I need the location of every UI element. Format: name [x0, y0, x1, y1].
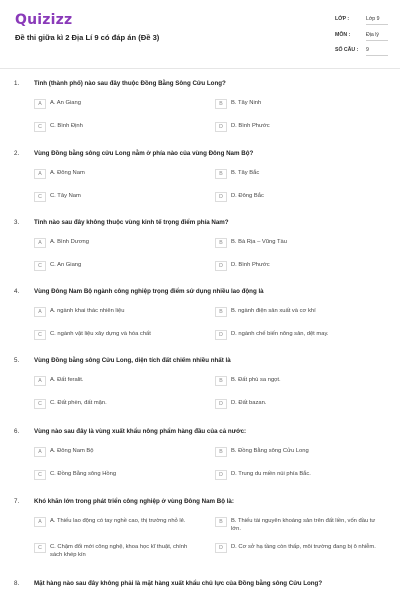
option-letter-box: B — [215, 517, 227, 527]
option-a[interactable] — [34, 238, 200, 248]
option-letter-box: D — [215, 192, 227, 202]
option-c[interactable] — [34, 330, 200, 340]
option-letter-box: D — [215, 543, 227, 553]
question-number: 7. — [14, 498, 20, 505]
option-text: A. Đông Nam — [50, 170, 85, 176]
question-count-label: SỐ CÂU : — [335, 47, 359, 53]
option-text: C. ngành vật liệu xây dựng và hóa chất — [50, 331, 151, 337]
option-b[interactable] — [215, 447, 381, 457]
option-letter-box: B — [215, 376, 227, 386]
question-text: Tỉnh (thành phố) nào sau đây thuộc Đồng Bằng Sông Cửu Long? — [34, 80, 226, 87]
question-text: Vùng Đông Nam Bộ ngành công nghiệp trọng điểm sử dụng nhiều lao động là — [34, 288, 264, 295]
worksheet-title: Đề thi giữa kì 2 Địa Lí 9 có đáp án (Đề 3) — [15, 33, 160, 42]
question-text: Mặt hàng nào sau đây không phải là mặt hàng xuất khẩu chủ lực của Đồng bằng sông Cửu Long? — [34, 580, 323, 587]
option-letter-box: A — [34, 99, 46, 109]
option-text: C. Đất phèn, đất mặn. — [50, 400, 107, 406]
question-text: Tỉnh nào sau đây không thuộc vùng kinh tế trọng điểm phía Nam? — [34, 219, 229, 226]
option-text: D. Cơ sở hạ tầng còn thấp, môi trường đang bị ô nhiễm. — [231, 544, 376, 550]
option-letter-box: A — [34, 238, 46, 248]
option-c[interactable] — [34, 122, 200, 132]
option-text: D. Bình Phước — [231, 123, 270, 129]
option-letter-box: C — [34, 330, 46, 340]
option-text: C. Đồng Bằng sông Hồng — [50, 471, 117, 477]
question-number: 5. — [14, 357, 20, 364]
question-number: 1. — [14, 80, 20, 87]
option-b[interactable] — [215, 169, 381, 179]
option-d[interactable] — [215, 399, 381, 409]
option-letter-box: C — [34, 192, 46, 202]
option-letter-box: A — [34, 376, 46, 386]
option-text: B. Thiếu tài nguyên khoáng sản trên đất liền, vốn đầu tư lớn. — [231, 518, 376, 532]
option-a[interactable] — [34, 307, 200, 317]
option-b[interactable] — [215, 376, 381, 386]
option-text: C. Bình Định — [50, 123, 83, 129]
option-text: B. Đồng Bằng sông Cửu Long — [231, 448, 309, 454]
question-text: Vùng Đồng bằng sông cửu Long nằm ở phía nào của vùng Đông Nam Bộ? — [34, 150, 254, 157]
worksheet-header — [0, 0, 400, 64]
option-a[interactable] — [34, 99, 200, 109]
option-letter-box: B — [215, 238, 227, 248]
header-divider — [0, 68, 400, 69]
question-text: Khó khăn lớn trong phát triển công nghiệp ở vùng Đông Nam Bộ là: — [34, 498, 234, 505]
subject-label: MÔN : — [335, 32, 351, 38]
quizizz-logo: Quizizz — [15, 12, 73, 28]
option-letter-box: C — [34, 261, 46, 271]
class-label: LỚP : — [335, 16, 350, 22]
option-letter-box: D — [215, 399, 227, 409]
question-number: 3. — [14, 219, 20, 226]
option-letter-box: B — [215, 169, 227, 179]
option-c[interactable] — [34, 261, 200, 271]
option-text: D. Đất bazan. — [231, 400, 267, 406]
option-text: A. Đông Nam Bộ — [50, 448, 94, 454]
option-b[interactable] — [215, 307, 381, 317]
option-c[interactable] — [34, 192, 200, 202]
option-text: C. Tây Nam — [50, 193, 81, 199]
option-d[interactable] — [215, 261, 381, 271]
option-letter-box: B — [215, 99, 227, 109]
option-d[interactable] — [215, 122, 381, 132]
option-letter-box: A — [34, 517, 46, 527]
question-count-value: 9 — [366, 47, 388, 56]
option-text: B. Đất phù sa ngọt. — [231, 377, 281, 383]
option-d[interactable] — [215, 192, 381, 202]
option-text: A. ngành khai thác nhiên liệu — [50, 308, 125, 314]
option-letter-box: B — [215, 447, 227, 457]
option-text: D. Đông Bắc — [231, 193, 264, 199]
question-number: 8. — [14, 580, 20, 587]
option-letter-box: C — [34, 543, 46, 553]
option-a[interactable] — [34, 169, 200, 179]
option-letter-box: A — [34, 307, 46, 317]
class-value: Lớp 9 — [366, 16, 388, 25]
option-b[interactable] — [215, 99, 381, 109]
option-text: A. An Giang — [50, 100, 81, 106]
option-text: D. ngành chế biến nông sản, dệt may. — [231, 331, 329, 337]
option-letter-box: D — [215, 122, 227, 132]
option-b[interactable] — [215, 238, 381, 248]
option-text: B. ngành điện sản xuất và cơ khí — [231, 308, 316, 314]
option-letter-box: C — [34, 122, 46, 132]
option-d[interactable] — [215, 470, 381, 480]
option-letter-box: C — [34, 399, 46, 409]
subject-value: Địa lý — [366, 32, 388, 41]
option-text: D. Bình Phước — [231, 262, 270, 268]
option-b[interactable] — [215, 517, 381, 533]
question-number: 4. — [14, 288, 20, 295]
option-letter-box: D — [215, 470, 227, 480]
option-letter-box: B — [215, 307, 227, 317]
option-a[interactable] — [34, 376, 200, 386]
option-text: B. Tây Ninh — [231, 100, 262, 106]
question-number: 6. — [14, 428, 20, 435]
option-text: A. Bình Dương — [50, 239, 89, 245]
option-letter-box: A — [34, 447, 46, 457]
option-letter-box: A — [34, 169, 46, 179]
option-a[interactable] — [34, 447, 200, 457]
option-a[interactable] — [34, 517, 200, 527]
option-d[interactable] — [215, 543, 381, 553]
option-c[interactable] — [34, 543, 200, 559]
option-letter-box: D — [215, 330, 227, 340]
question-number: 2. — [14, 150, 20, 157]
option-c[interactable] — [34, 470, 200, 480]
option-d[interactable] — [215, 330, 381, 340]
option-text: B. Tây Bắc — [231, 170, 260, 176]
option-text: A. Thiếu lao động có tay nghề cao, thị trường nhỏ lẻ. — [50, 518, 186, 524]
option-text: C. Chậm đổi mới công nghệ, khoa học kĩ thuật, chính sách khép kín — [50, 544, 188, 558]
option-text: C. An Giang — [50, 262, 82, 268]
option-c[interactable] — [34, 399, 200, 409]
option-letter-box: C — [34, 470, 46, 480]
option-text: A. Đất feralit. — [50, 377, 84, 383]
option-text: B. Bà Rịa – Vũng Tàu — [231, 239, 287, 245]
question-text: Vùng nào sau đây là vùng xuất khẩu nông phẩm hàng đầu của cả nước: — [34, 428, 247, 435]
option-text: D. Trung du miền núi phía Bắc. — [231, 471, 311, 477]
option-letter-box: D — [215, 261, 227, 271]
question-text: Vùng Đồng bằng sông Cửu Long, diện tích đất chiếm nhiều nhất là — [34, 357, 231, 364]
